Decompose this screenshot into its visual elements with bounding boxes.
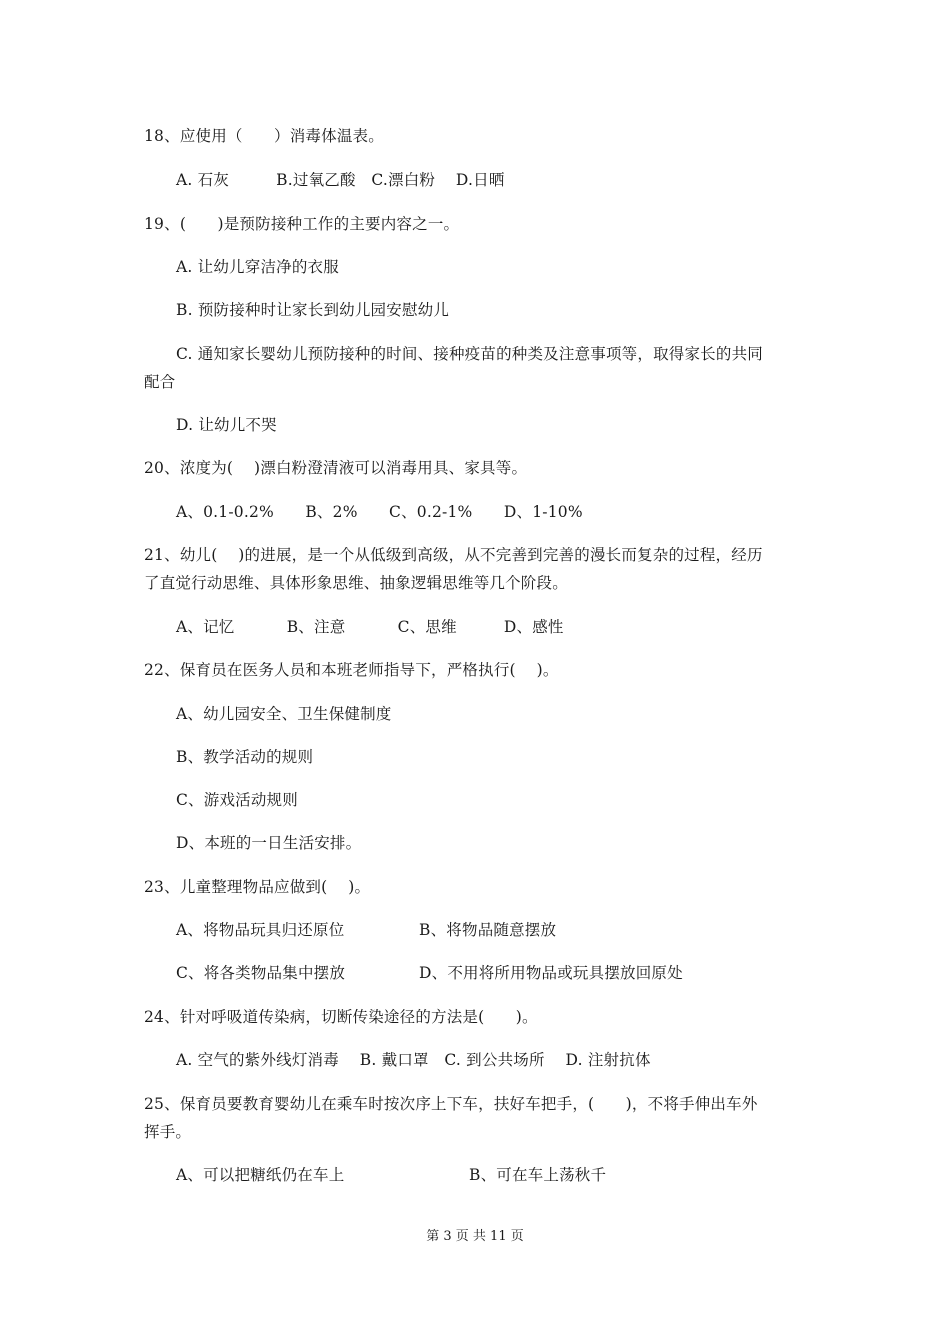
question-22-option-c: C、游戏活动规则 xyxy=(176,791,298,809)
question-19-option-d: D. 让幼儿不哭 xyxy=(176,416,277,434)
question-25-stem-continued: 挥手。 xyxy=(144,1123,192,1141)
question-23-option-a: A、将物品玩具归还原位 xyxy=(176,921,345,939)
question-19-stem: 19、( )是预防接种工作的主要内容之一。 xyxy=(144,215,460,233)
question-19-option-c: C. 通知家长婴幼儿预防接种的时间、接种疫苗的种类及注意事项等，取得家长的共同 xyxy=(176,345,763,363)
question-22-option-d: D、本班的一日生活安排。 xyxy=(176,834,362,852)
question-19-option-a: A. 让幼儿穿洁净的衣服 xyxy=(176,258,339,276)
question-20-stem: 20、浓度为( )漂白粉澄清液可以消毒用具、家具等。 xyxy=(144,459,528,477)
question-24-stem: 24、针对呼吸道传染病，切断传染途径的方法是( )。 xyxy=(144,1008,538,1026)
question-18-options: A. 石灰 B.过氧乙酸 C.漂白粉 D.日晒 xyxy=(176,171,505,189)
question-20-options: A、0.1-0.2% B、2% C、0.2-1% D、1-10% xyxy=(176,503,583,521)
question-25-option-a: A、可以把糖纸仍在车上 xyxy=(176,1166,345,1184)
question-22-option-a: A、幼儿园安全、卫生保健制度 xyxy=(176,705,392,723)
question-23-stem: 23、儿童整理物品应做到( )。 xyxy=(144,878,371,896)
question-21-options: A、记忆 B、注意 C、思维 D、感性 xyxy=(176,618,564,636)
question-24-options: A. 空气的紫外线灯消毒 B. 戴口罩 C. 到公共场所 D. 注射抗体 xyxy=(176,1051,651,1069)
question-21-stem: 21、幼儿( )的进展，是一个从低级到高级，从不完善到完善的漫长而复杂的过程，经历 xyxy=(144,546,763,564)
question-22-stem: 22、保育员在医务人员和本班老师指导下，严格执行( )。 xyxy=(144,661,559,679)
question-19-option-b: B. 预防接种时让家长到幼儿园安慰幼儿 xyxy=(176,301,450,319)
question-25-stem: 25、保育员要教育婴幼儿在乘车时按次序上下车，扶好车把手，( )，不将手伸出车外 xyxy=(144,1095,758,1113)
question-23-option-c: C、将各类物品集中摆放 xyxy=(176,964,346,982)
question-23-option-d: D、不用将所用物品或玩具摆放回原处 xyxy=(419,964,683,982)
question-23-option-b: B、将物品随意摆放 xyxy=(419,921,557,939)
question-18-stem: 18、应使用（ ）消毒体温表。 xyxy=(144,127,384,145)
question-22-option-b: B、教学活动的规则 xyxy=(176,748,314,766)
question-19-option-c-continued: 配合 xyxy=(144,373,176,391)
question-25-option-b: B、可在车上荡秋千 xyxy=(469,1166,607,1184)
page-number-footer: 第 3 页 共 11 页 xyxy=(426,1229,524,1244)
question-21-stem-continued: 了直觉行动思维、具体形象思维、抽象逻辑思维等几个阶段。 xyxy=(144,574,568,592)
